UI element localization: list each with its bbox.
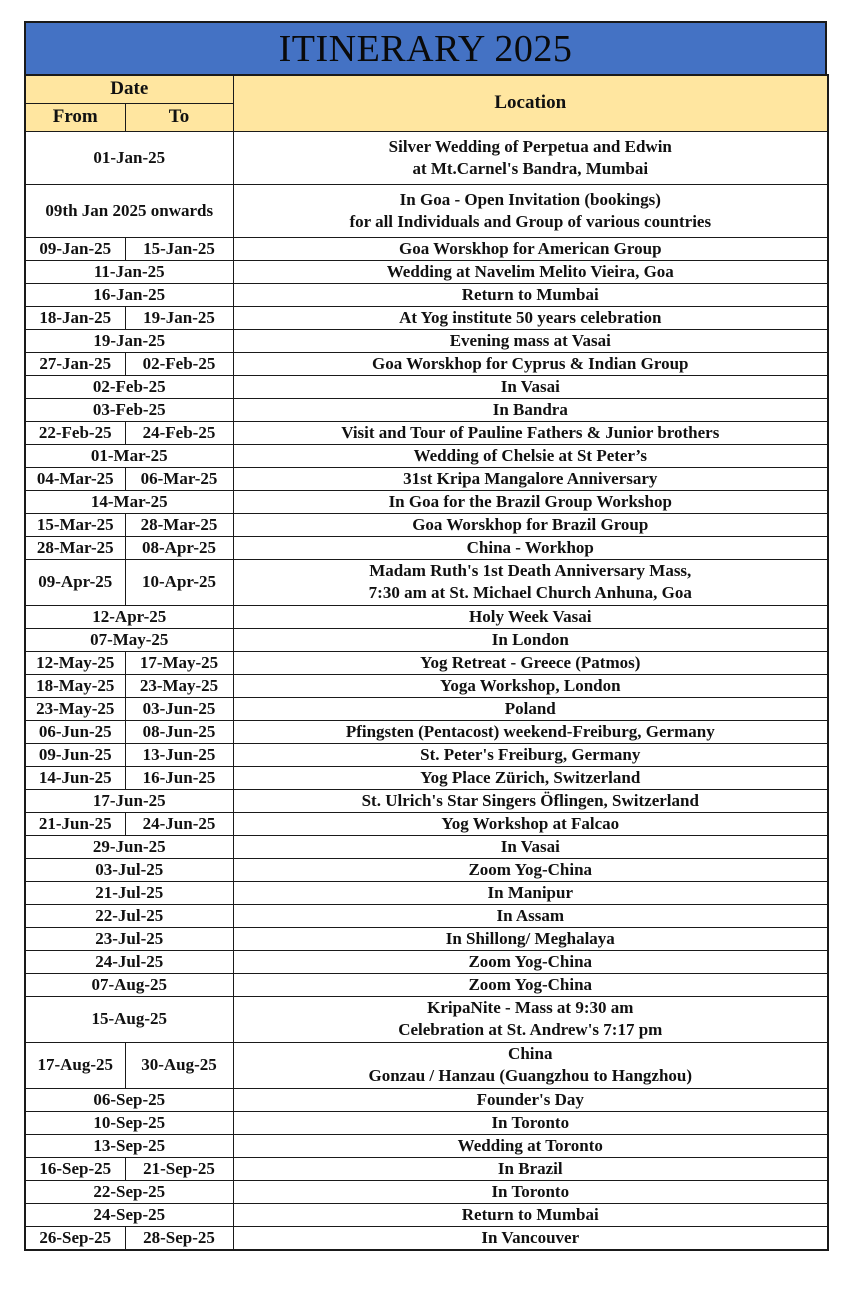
- location-line: Return to Mumbai: [461, 284, 599, 304]
- location-cell: [233, 559, 828, 605]
- table-row: [25, 812, 828, 835]
- from-date-cell: 18-May-25: [25, 674, 125, 697]
- location-cell: [233, 881, 828, 904]
- from-date-cell: 22-Feb-25: [25, 421, 125, 444]
- location-line: at Mt.Carnel's Bandra, Mumbai: [412, 158, 649, 178]
- from-date-cell: 23-May-25: [25, 697, 125, 720]
- location-cell: [233, 605, 828, 628]
- table-row: [25, 904, 828, 927]
- location-line: At Yog institute 50 years celebration: [399, 307, 662, 327]
- location-cell: [233, 766, 828, 789]
- location-line: Pfingsten (Pentacost) weekend-Freiburg, Germany: [345, 721, 715, 741]
- table-row: [25, 1203, 828, 1226]
- location-cell: [233, 1042, 828, 1088]
- location-line: Wedding at Toronto: [457, 1135, 603, 1155]
- location-cell: [233, 490, 828, 513]
- table-body: [25, 131, 828, 1250]
- table-row: [25, 421, 828, 444]
- location-cell: [233, 237, 828, 260]
- location-line: Zoom Yog-China: [468, 859, 593, 879]
- date-header: Date: [25, 75, 233, 103]
- location-cell: [233, 973, 828, 996]
- location-line: In Vasai: [500, 836, 560, 856]
- table-row: [25, 1157, 828, 1180]
- table-row: [25, 605, 828, 628]
- table-row: [25, 559, 828, 605]
- table-header: [25, 75, 828, 131]
- from-date-cell: 27-Jan-25: [25, 352, 125, 375]
- to-date-cell: 06-Mar-25: [125, 467, 233, 490]
- table-row: [25, 1180, 828, 1203]
- from-date-cell: 09-Jun-25: [25, 743, 125, 766]
- date-cell: 14-Mar-25: [25, 490, 233, 513]
- table-row: [25, 1111, 828, 1134]
- location-line: Yog Workshop at Falcao: [441, 813, 620, 833]
- date-cell: 10-Sep-25: [25, 1111, 233, 1134]
- table-row: [25, 1042, 828, 1088]
- location-line: Zoom Yog-China: [468, 974, 593, 994]
- date-cell: 13-Sep-25: [25, 1134, 233, 1157]
- date-cell: 19-Jan-25: [25, 329, 233, 352]
- location-cell: [233, 1180, 828, 1203]
- date-cell: 24-Jul-25: [25, 950, 233, 973]
- table-row: [25, 743, 828, 766]
- location-line: Return to Mumbai: [461, 1204, 599, 1224]
- from-date-cell: 17-Aug-25: [25, 1042, 125, 1088]
- location-cell: [233, 628, 828, 651]
- location-line: 31st Kripa Mangalore Anniversary: [403, 468, 658, 488]
- table-row: [25, 1134, 828, 1157]
- location-line: KripaNite - Mass at 9:30 am: [427, 998, 634, 1017]
- location-line: Zoom Yog-China: [468, 951, 593, 971]
- location-cell: [233, 352, 828, 375]
- table-row: [25, 789, 828, 812]
- to-date-cell: 21-Sep-25: [125, 1157, 233, 1180]
- location-line: 7:30 am at St. Michael Church Anhuna, Goa: [368, 583, 692, 602]
- table-row: [25, 131, 828, 184]
- location-cell: [233, 1088, 828, 1111]
- table-row: [25, 444, 828, 467]
- location-line: St. Ulrich's Star Singers Öflingen, Switzerland: [361, 790, 699, 810]
- to-date-cell: 30-Aug-25: [125, 1042, 233, 1088]
- from-date-cell: 09-Apr-25: [25, 559, 125, 605]
- location-cell: [233, 1111, 828, 1134]
- to-date-cell: 03-Jun-25: [125, 697, 233, 720]
- table-row: [25, 835, 828, 858]
- location-line: In Toronto: [491, 1112, 570, 1132]
- location-line: Poland: [504, 698, 556, 718]
- location-line: Goa Worskhop for American Group: [398, 238, 662, 258]
- location-cell: [233, 927, 828, 950]
- location-line: Holy Week Vasai: [469, 606, 592, 626]
- from-date-cell: 28-Mar-25: [25, 536, 125, 559]
- from-date-cell: 04-Mar-25: [25, 467, 125, 490]
- table-row: [25, 973, 828, 996]
- itinerary-sheet: [24, 21, 827, 1251]
- to-date-cell: 08-Apr-25: [125, 536, 233, 559]
- table-row: [25, 697, 828, 720]
- location-line: Evening mass at Vasai: [449, 330, 611, 350]
- location-cell: [233, 306, 828, 329]
- date-cell: 23-Jul-25: [25, 927, 233, 950]
- to-date-cell: 10-Apr-25: [125, 559, 233, 605]
- location-line: Visit and Tour of Pauline Fathers & Junior brothers: [341, 422, 720, 442]
- location-cell: [233, 536, 828, 559]
- from-date-cell: 12-May-25: [25, 651, 125, 674]
- location-cell: [233, 444, 828, 467]
- date-cell: 07-May-25: [25, 628, 233, 651]
- location-line: In Goa - Open Invitation (bookings): [399, 189, 661, 209]
- date-cell: 16-Jan-25: [25, 283, 233, 306]
- date-cell: 12-Apr-25: [25, 605, 233, 628]
- location-cell: [233, 812, 828, 835]
- location-line: China: [508, 1044, 553, 1063]
- location-cell: [233, 513, 828, 536]
- table-row: [25, 674, 828, 697]
- date-cell: 11-Jan-25: [25, 260, 233, 283]
- to-header: To: [125, 103, 233, 131]
- location-line: Wedding of Chelsie at St Peter’s: [413, 445, 647, 465]
- to-date-cell: 19-Jan-25: [125, 306, 233, 329]
- table-row: [25, 329, 828, 352]
- date-cell: 06-Sep-25: [25, 1088, 233, 1111]
- to-date-cell: 08-Jun-25: [125, 720, 233, 743]
- location-cell: [233, 743, 828, 766]
- date-cell: 02-Feb-25: [25, 375, 233, 398]
- table-row: [25, 536, 828, 559]
- location-line: Celebration at St. Andrew's 7:17 pm: [398, 1020, 663, 1039]
- location-line: Founder's Day: [476, 1089, 584, 1109]
- location-line: In Vasai: [500, 376, 560, 396]
- table-row: [25, 996, 828, 1042]
- itinerary-table: [24, 74, 829, 1251]
- to-date-cell: 15-Jan-25: [125, 237, 233, 260]
- table-row: [25, 260, 828, 283]
- table-row: [25, 306, 828, 329]
- table-row: [25, 628, 828, 651]
- location-line: In London: [491, 629, 569, 649]
- location-cell: [233, 720, 828, 743]
- location-cell: [233, 858, 828, 881]
- location-header: Location: [233, 75, 828, 131]
- date-cell: 01-Mar-25: [25, 444, 233, 467]
- table-row: [25, 467, 828, 490]
- location-cell: [233, 1226, 828, 1250]
- location-line: In Manipur: [487, 882, 574, 902]
- location-line: China - Workhop: [466, 537, 594, 557]
- from-date-cell: 09-Jan-25: [25, 237, 125, 260]
- location-cell: [233, 283, 828, 306]
- location-line: Madam Ruth's 1st Death Anniversary Mass,: [369, 561, 692, 580]
- page-title: ITINERARY 2025: [24, 21, 827, 74]
- date-cell: 22-Jul-25: [25, 904, 233, 927]
- to-date-cell: 17-May-25: [125, 651, 233, 674]
- location-line: In Brazil: [497, 1158, 563, 1178]
- location-line: Silver Wedding of Perpetua and Edwin: [388, 136, 672, 156]
- from-date-cell: 16-Sep-25: [25, 1157, 125, 1180]
- location-cell: [233, 651, 828, 674]
- location-line: Yog Retreat - Greece (Patmos): [420, 652, 641, 672]
- location-cell: [233, 467, 828, 490]
- location-line: In Vancouver: [481, 1227, 580, 1247]
- table-row: [25, 858, 828, 881]
- location-cell: [233, 950, 828, 973]
- location-cell: [233, 789, 828, 812]
- table-row: [25, 352, 828, 375]
- date-cell: 21-Jul-25: [25, 881, 233, 904]
- location-cell: [233, 398, 828, 421]
- location-line: Wedding at Navelim Melito Vieira, Goa: [386, 261, 674, 281]
- from-date-cell: 21-Jun-25: [25, 812, 125, 835]
- to-date-cell: 23-May-25: [125, 674, 233, 697]
- table-row: [25, 184, 828, 237]
- to-date-cell: 28-Mar-25: [125, 513, 233, 536]
- table-row: [25, 927, 828, 950]
- date-cell: 01-Jan-25: [25, 131, 233, 184]
- to-date-cell: 13-Jun-25: [125, 743, 233, 766]
- table-row: [25, 720, 828, 743]
- table-row: [25, 1088, 828, 1111]
- from-date-cell: 18-Jan-25: [25, 306, 125, 329]
- location-line: In Bandra: [492, 399, 568, 419]
- location-cell: [233, 375, 828, 398]
- from-date-cell: 14-Jun-25: [25, 766, 125, 789]
- location-cell: [233, 260, 828, 283]
- location-cell: [233, 131, 828, 184]
- date-cell: 03-Feb-25: [25, 398, 233, 421]
- location-cell: [233, 184, 828, 237]
- location-cell: [233, 1134, 828, 1157]
- from-date-cell: 26-Sep-25: [25, 1226, 125, 1250]
- date-cell: 07-Aug-25: [25, 973, 233, 996]
- date-cell: 29-Jun-25: [25, 835, 233, 858]
- from-date-cell: 15-Mar-25: [25, 513, 125, 536]
- location-line: Yoga Workshop, London: [439, 675, 621, 695]
- location-cell: [233, 1203, 828, 1226]
- to-date-cell: 24-Feb-25: [125, 421, 233, 444]
- location-cell: [233, 835, 828, 858]
- location-line: Goa Worskhop for Cyprus & Indian Group: [372, 353, 689, 373]
- to-date-cell: 02-Feb-25: [125, 352, 233, 375]
- location-line: for all Individuals and Group of various countries: [349, 211, 712, 231]
- table-row: [25, 398, 828, 421]
- date-cell: 17-Jun-25: [25, 789, 233, 812]
- table-row: [25, 950, 828, 973]
- date-cell: 03-Jul-25: [25, 858, 233, 881]
- location-line: In Goa for the Brazil Group Workshop: [388, 491, 672, 511]
- from-header: From: [25, 103, 125, 131]
- table-row: [25, 375, 828, 398]
- location-cell: [233, 697, 828, 720]
- location-line: In Shillong/ Meghalaya: [445, 928, 615, 948]
- to-date-cell: 16-Jun-25: [125, 766, 233, 789]
- table-row: [25, 513, 828, 536]
- date-cell: 24-Sep-25: [25, 1203, 233, 1226]
- location-line: In Assam: [496, 905, 565, 925]
- location-cell: [233, 329, 828, 352]
- table-row: [25, 766, 828, 789]
- location-line: In Toronto: [491, 1181, 570, 1201]
- table-row: [25, 651, 828, 674]
- table-row: [25, 881, 828, 904]
- table-row: [25, 237, 828, 260]
- date-cell: 22-Sep-25: [25, 1180, 233, 1203]
- date-cell: 09th Jan 2025 onwards: [25, 184, 233, 237]
- table-row: [25, 490, 828, 513]
- to-date-cell: 24-Jun-25: [125, 812, 233, 835]
- from-date-cell: 06-Jun-25: [25, 720, 125, 743]
- date-cell: 15-Aug-25: [25, 996, 233, 1042]
- location-line: Gonzau / Hanzau (Guangzhou to Hangzhou): [368, 1066, 693, 1085]
- location-line: Yog Place Zürich, Switzerland: [420, 767, 641, 787]
- location-cell: [233, 674, 828, 697]
- location-cell: [233, 996, 828, 1042]
- to-date-cell: 28-Sep-25: [125, 1226, 233, 1250]
- table-row: [25, 1226, 828, 1250]
- table-row: [25, 283, 828, 306]
- location-cell: [233, 421, 828, 444]
- location-cell: [233, 904, 828, 927]
- location-line: Goa Worskhop for Brazil Group: [412, 514, 649, 534]
- location-line: St. Peter's Freiburg, Germany: [420, 744, 641, 764]
- location-cell: [233, 1157, 828, 1180]
